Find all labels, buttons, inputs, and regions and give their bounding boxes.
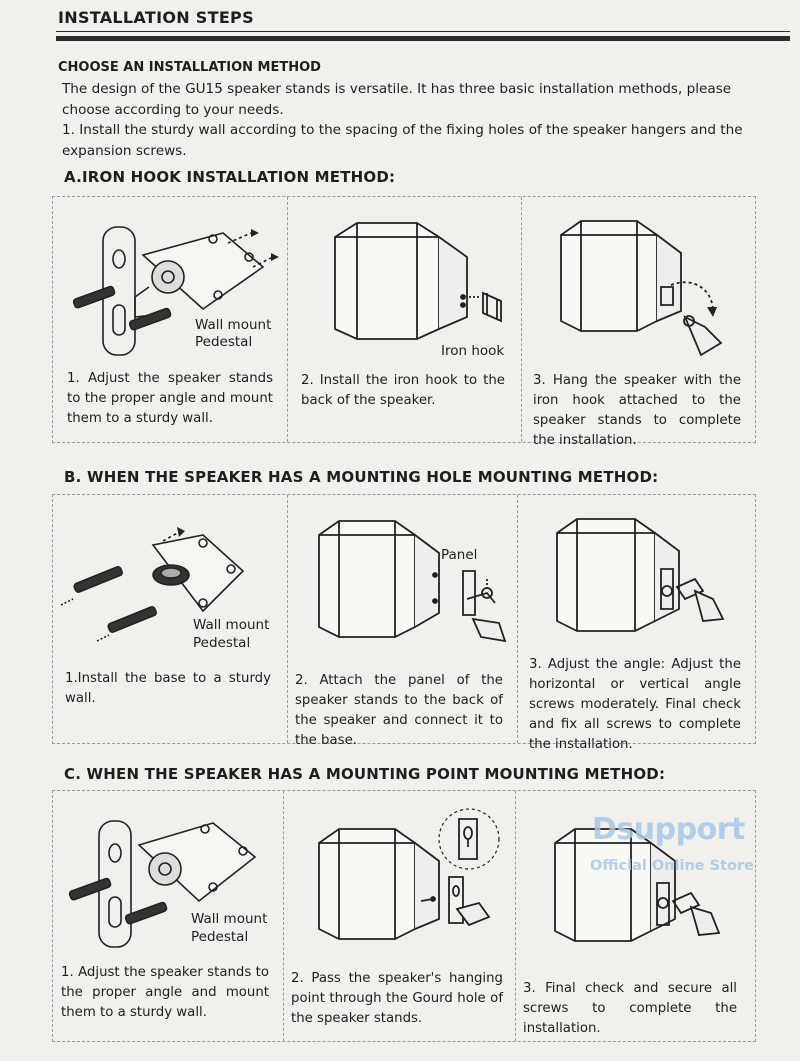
section-b-title: B. WHEN THE SPEAKER HAS A MOUNTING HOLE MOUNTING METHOD: [64, 468, 659, 486]
step-caption: 3. Adjust the angle: Adjust the horizontal or vertical angle screws moderately. Final check and fix all screws to complete the installation. [529, 657, 741, 752]
label-pedestal: Pedestal [191, 929, 249, 945]
step-caption: 3. Final check and secure all screws to complete the installation. [523, 981, 737, 1036]
step-caption: 2. Pass the speaker's hanging point through the Gourd hole of the speaker stands. [291, 971, 503, 1026]
section-a-step-3 [521, 197, 755, 448]
label-pedestal: Pedestal [195, 334, 253, 350]
subheading: CHOOSE AN INSTALLATION METHOD [58, 60, 321, 75]
step-caption: 1. Adjust the speaker stands to the proper angle and mount them to a sturdy wall. [61, 965, 269, 1020]
step-caption: 2. Attach the panel of the speaker stands to the back of the speaker and connect it to the base. [295, 673, 503, 748]
section-a-step-1 [53, 197, 288, 442]
section-c-title: C. WHEN THE SPEAKER HAS A MOUNTING POINT MOUNTING METHOD: [64, 765, 666, 783]
title-rule-thick [56, 36, 790, 41]
label-panel: Panel [441, 547, 478, 563]
step-caption: 3. Hang the speaker with the iron hook attached to the speaker stands to complete the installation. [533, 373, 741, 448]
intro-paragraph-2: 1. Install the sturdy wall according to the spacing of the fixing holes of the speaker hangers and the expansion screws. [62, 122, 743, 159]
intro-paragraph-1: The design of the GU15 speaker stands is versatile. It has three basic installation methods, please choose according to your needs. [62, 81, 732, 118]
step-caption: 2. Install the iron hook to the back of the speaker. [301, 373, 505, 408]
watermark-tagline: Official Online Store [590, 858, 754, 874]
section-a-title: A.IRON HOOK INSTALLATION METHOD: [64, 168, 396, 186]
section-a-step-2 [287, 197, 522, 442]
label-wall-mount: Wall mount [191, 911, 268, 927]
section-b-step-2 [287, 495, 518, 748]
section-a-panels [52, 196, 756, 448]
page-title: INSTALLATION STEPS [58, 8, 254, 27]
step-caption: 1. Adjust the speaker stands to the proper angle and mount them to a sturdy wall. [67, 371, 273, 426]
section-c-step-2 [283, 791, 516, 1041]
section-b-step-3 [517, 495, 755, 752]
watermark-brand: Dsupport [592, 812, 745, 847]
title-rule-thin [56, 31, 790, 32]
step-caption: 1.Install the base to a sturdy wall. [65, 671, 271, 706]
label-wall-mount: Wall mount [193, 617, 270, 633]
label-pedestal: Pedestal [193, 635, 251, 651]
section-c-step-1 [53, 791, 284, 1041]
section-b-step-1 [53, 495, 288, 743]
label-iron-hook: Iron hook [441, 343, 505, 359]
section-b-panels [52, 494, 756, 752]
intro-text [62, 79, 762, 161]
label-wall-mount: Wall mount [195, 317, 272, 333]
